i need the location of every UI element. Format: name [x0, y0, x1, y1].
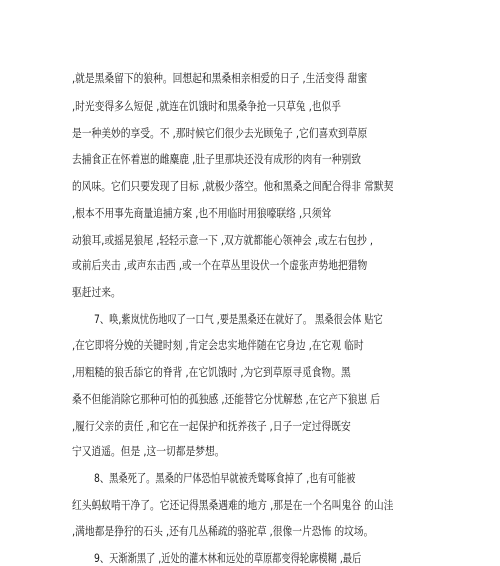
text-line: ,时光变得多么短促 ,就连在饥饿时和黑桑争抢一只草兔 ,也似乎 [72, 99, 342, 113]
text-line: 的风味。它们只要发现了目标 ,就极少落空。他和黑桑之间配合得非 常默契 [72, 179, 394, 193]
text-line: 或前后夹击 ,或声东击西 ,或一个在草丛里设伏一个虚张声势地把猎物 [72, 258, 368, 272]
text-line: 去捕食正在怀着崽的雌麋鹿 ,肚子里那块还没有成形的肉有一种别致 [72, 152, 362, 166]
text-line: 红头蚂蚁啃干净了。它还记得黑桑遇难的地方 ,那是在一个名叫鬼谷 的山洼 [72, 498, 394, 512]
text-line: 9、天渐渐黑了 ,近处的灌木林和远处的草原都变得轮廓模糊 ,最后 [94, 551, 362, 565]
text-line: 8、黑桑死了。黑桑的尸体恐怕早就被秃鹫啄食掉了 ,也有可能被 [94, 471, 356, 485]
text-line: ,满地都是狰狞的石头 ,还有几丛稀疏的骆驼草 ,很像一片恐怖 的坟场。 [72, 524, 374, 538]
text-line: 7、唤,紫岚忧伤地叹了一口气 ,要是黑桑还在就好了。 黑桑很会体 贴它 [94, 312, 383, 326]
text-line: ,用粗糙的狼舌舔它的脊背 ,在它饥饿时 ,为它到草原寻觅食物。黑 [72, 365, 351, 379]
text-line: 驱赶过来。 [72, 285, 121, 299]
text-line: 动狼耳,或摇晃狼尾 ,轻轻示意一下 ,双方就都能心领神会 ,或左右包抄 , [72, 233, 373, 247]
text-line: ,在它即将分娩的关键时刻 ,肯定会忠实地伴随在它身边 ,在它观 临时 [72, 338, 364, 352]
text-line: ,履行父亲的责任 ,和它在一起保护和抚养孩子 ,日子一定过得既安 [72, 419, 351, 433]
text-line: 是一种美妙的享受。不 ,那时候它们很少去光顾兔子 ,它们喜欢到草原 [72, 126, 368, 140]
text-line: 宁又逍遥。但是 ,这一切都是梦想。 [72, 444, 225, 458]
text-line: ,就是黑桑留下的狼种。回想起和黑桑相亲相爱的日子 ,生活变得 甜蜜 [72, 71, 368, 85]
text-line: 桑不但能消除它那种可怕的孤独感 ,还能替它分忧解愁 ,在它产下狼崽 后 [72, 392, 381, 406]
text-line: ,根本不用事先商量追捕方案 ,也不用临时用狼嚎联络 ,只须耸 [72, 206, 332, 220]
